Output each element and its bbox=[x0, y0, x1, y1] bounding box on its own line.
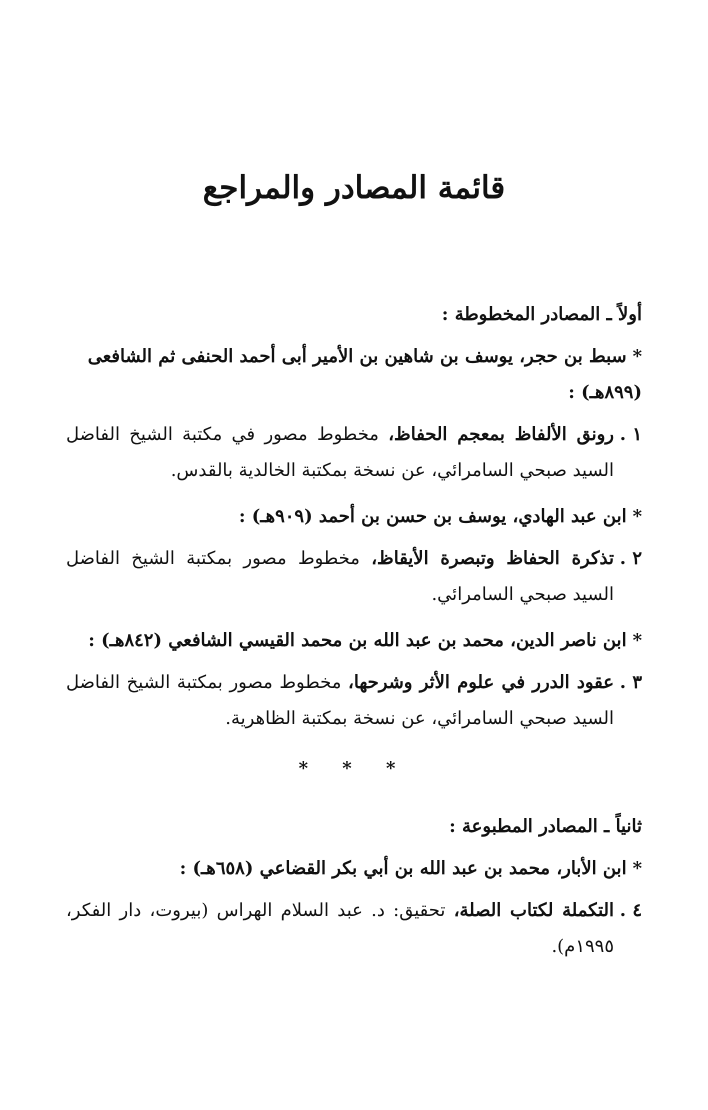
item-body bbox=[66, 893, 614, 965]
reference-item bbox=[66, 417, 642, 489]
item-title: رونق الألفاظ بمعجم الحفاظ، bbox=[388, 424, 614, 445]
item-number: ٢ . bbox=[619, 548, 642, 569]
reference-item bbox=[66, 893, 642, 965]
item-number: ٣ . bbox=[619, 672, 642, 693]
author-line bbox=[66, 851, 642, 887]
section-heading: أولاً ـ المصادر المخطوطة : bbox=[441, 304, 642, 325]
author-line bbox=[66, 499, 642, 535]
bullet-marker: * bbox=[632, 346, 642, 367]
page-title: قائمة المصادر والمراجع bbox=[202, 170, 506, 206]
item-title: عقود الدرر في علوم الأثر وشرحها، bbox=[348, 672, 614, 693]
section-printed bbox=[66, 809, 642, 965]
author-line bbox=[66, 623, 642, 659]
item-number: ١ . bbox=[619, 424, 642, 445]
section-divider: * * * bbox=[298, 758, 410, 779]
bullet-marker: * bbox=[632, 630, 642, 651]
bullet-marker: * bbox=[632, 506, 642, 527]
item-description: تحقيق: د. عبد السلام الهراس (بيروت، دار الفكر، ١٩٩٥م). bbox=[66, 900, 614, 957]
reference-item bbox=[66, 541, 642, 613]
author-text: ابن الأبار، محمد بن عبد الله بن أبي بكر القضاعي (٦٥٨هـ) : bbox=[179, 858, 627, 879]
item-description: مخطوط مصور بمكتبة الشيخ الفاضل السيد صبحي السامرائي. bbox=[66, 548, 614, 605]
item-body bbox=[66, 417, 614, 489]
item-title: التكملة لكتاب الصلة، bbox=[453, 900, 614, 921]
author-text: ابن عبد الهادي، يوسف بن حسن بن أحمد (٩٠٩هـ) : bbox=[238, 506, 627, 527]
bibliography-entry bbox=[66, 623, 642, 737]
section-heading: ثانياً ـ المصادر المطبوعة : bbox=[449, 816, 642, 837]
bibliography-entry bbox=[66, 851, 642, 965]
section-manuscripts bbox=[66, 297, 642, 737]
bibliography-entry bbox=[66, 499, 642, 613]
item-number: ٤ . bbox=[619, 900, 642, 921]
author-text: سبط بن حجر، يوسف بن شاهين بن الأمير أبى أحمد الحنفى ثم الشافعى (٨٩٩هـ) : bbox=[87, 346, 642, 403]
author-line bbox=[66, 339, 642, 411]
bibliography-entry bbox=[66, 339, 642, 489]
bullet-marker: * bbox=[632, 858, 642, 879]
item-description: مخطوط مصور في مكتبة الشيخ الفاضل السيد صبحي السامرائي، عن نسخة بمكتبة الخالدية بالقدس. bbox=[66, 424, 614, 481]
item-description: مخطوط مصور بمكتبة الشيخ الفاضل السيد صبحي السامرائي، عن نسخة بمكتبة الظاهرية. bbox=[66, 672, 614, 729]
bibliography-content bbox=[66, 297, 642, 975]
author-text: ابن ناصر الدين، محمد بن عبد الله بن محمد القيسي الشافعي (٨٤٢هـ) : bbox=[88, 630, 627, 651]
item-body bbox=[66, 665, 614, 737]
reference-item bbox=[66, 665, 642, 737]
item-title: تذكرة الحفاظ وتبصرة الأيقاظ، bbox=[371, 548, 614, 569]
item-body bbox=[66, 541, 614, 613]
